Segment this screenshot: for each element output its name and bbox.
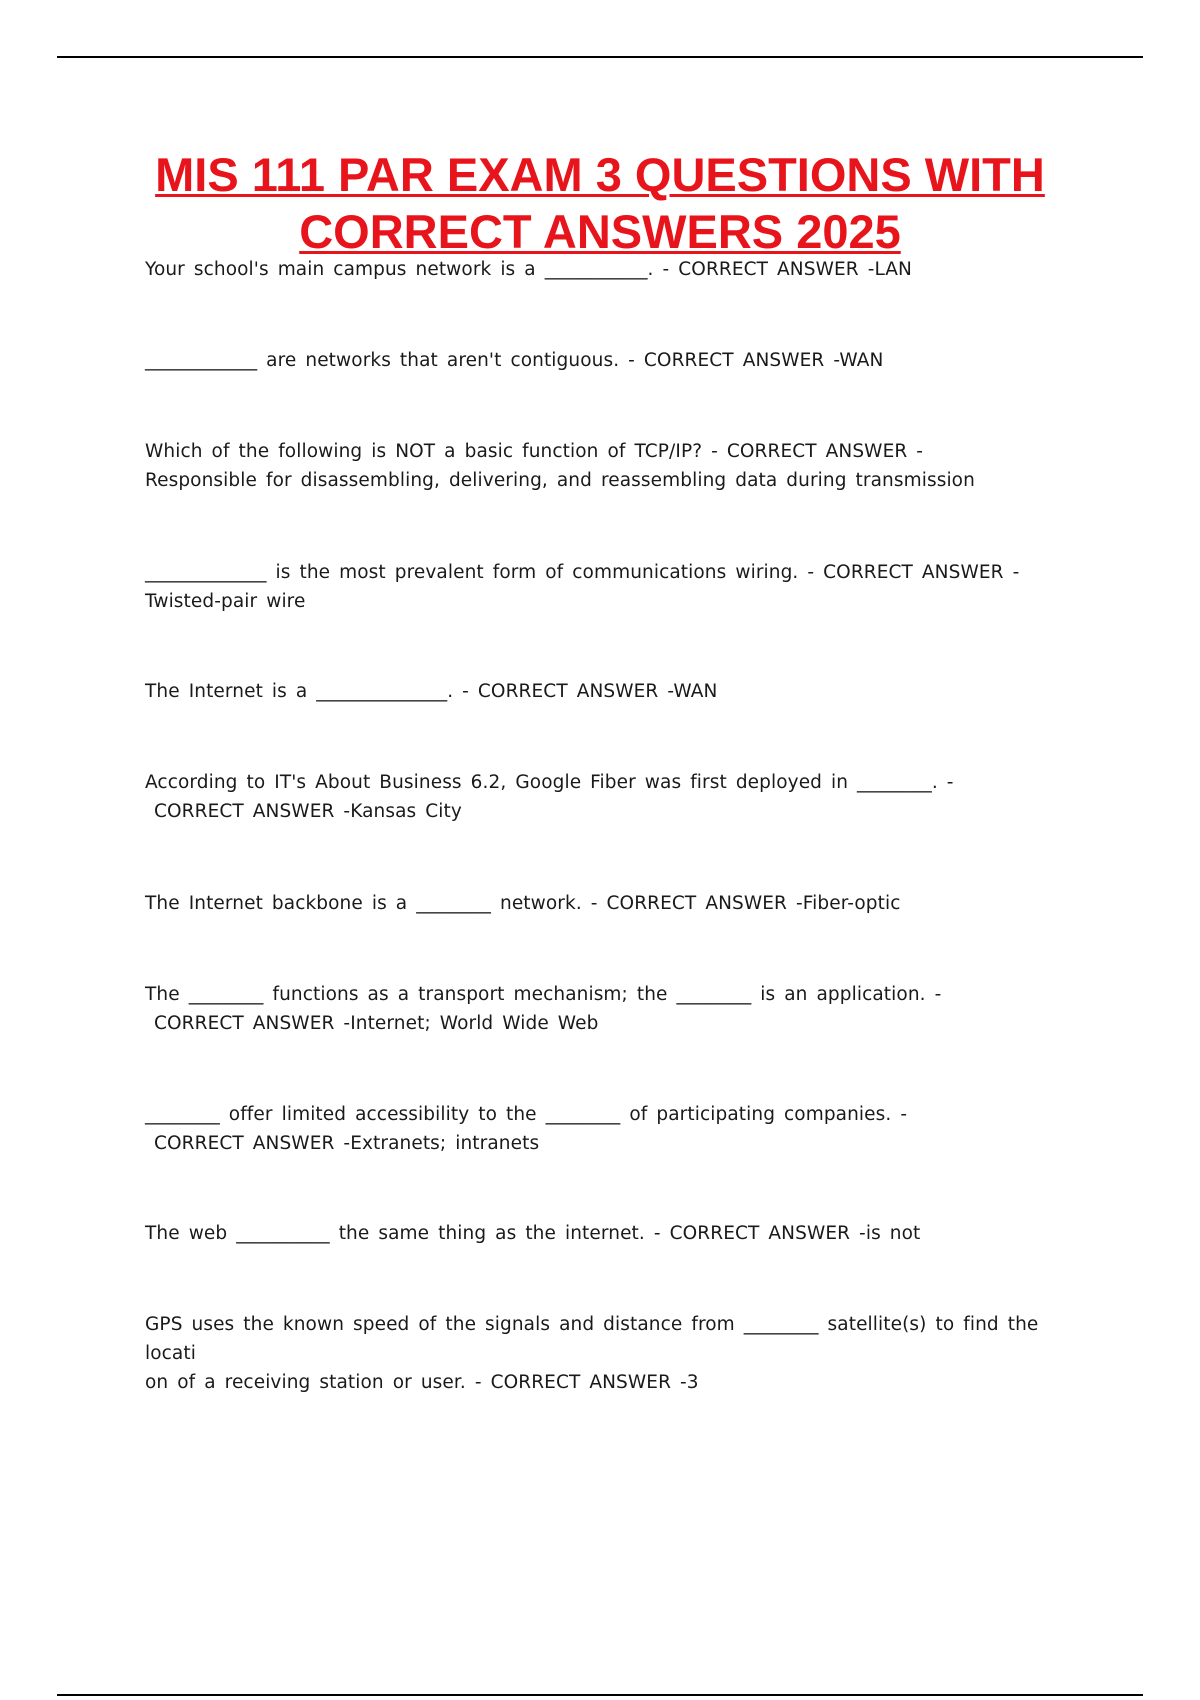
- qa-item-6: According to IT's About Business 6.2, Google Fiber was first deployed in ________. - CORRECT ANSWER -Kansas City: [145, 772, 954, 822]
- document-title: [100, 146, 1100, 260]
- qa-item-7: The Internet backbone is a ________ network. - CORRECT ANSWER -Fiber-optic: [145, 893, 901, 914]
- title-line-2: CORRECT ANSWERS 2025: [299, 205, 901, 258]
- qa-item-10: The web __________ the same thing as the internet. - CORRECT ANSWER -is not: [145, 1223, 921, 1244]
- qa-item-5: The Internet is a ______________. - CORRECT ANSWER -WAN: [145, 681, 718, 702]
- qa-item-8: The ________ functions as a transport mechanism; the ________ is an application. - CORRECT ANSWER -Internet; World Wide Web: [145, 984, 942, 1034]
- qa-item-11: GPS uses the known speed of the signals and distance from ________ satellite(s) to find the locati on of a receiving station or user. - CORRECT ANSWER -3: [145, 1314, 1039, 1393]
- qa-item-3: Which of the following is NOT a basic function of TCP/IP? - CORRECT ANSWER - Responsible for disassembling, delivering, and reassembling data during transmission: [145, 441, 975, 491]
- top-rule: [57, 56, 1143, 58]
- title-line-1: MIS 111 PAR EXAM 3 QUESTIONS WITH: [155, 148, 1045, 201]
- qa-item-4: _____________ is the most prevalent form of communications wiring. - CORRECT ANSWER - Twisted-pair wire: [145, 562, 1020, 612]
- qa-item-2: ____________ are networks that aren't contiguous. - CORRECT ANSWER -WAN: [145, 350, 884, 371]
- bottom-rule: [57, 1694, 1143, 1696]
- qa-item-9: ________ offer limited accessibility to the ________ of participating companies. - CORRECT ANSWER -Extranets; intranets: [145, 1104, 908, 1154]
- qa-item-1: Your school's main campus network is a ___________. - CORRECT ANSWER -LAN: [145, 259, 912, 280]
